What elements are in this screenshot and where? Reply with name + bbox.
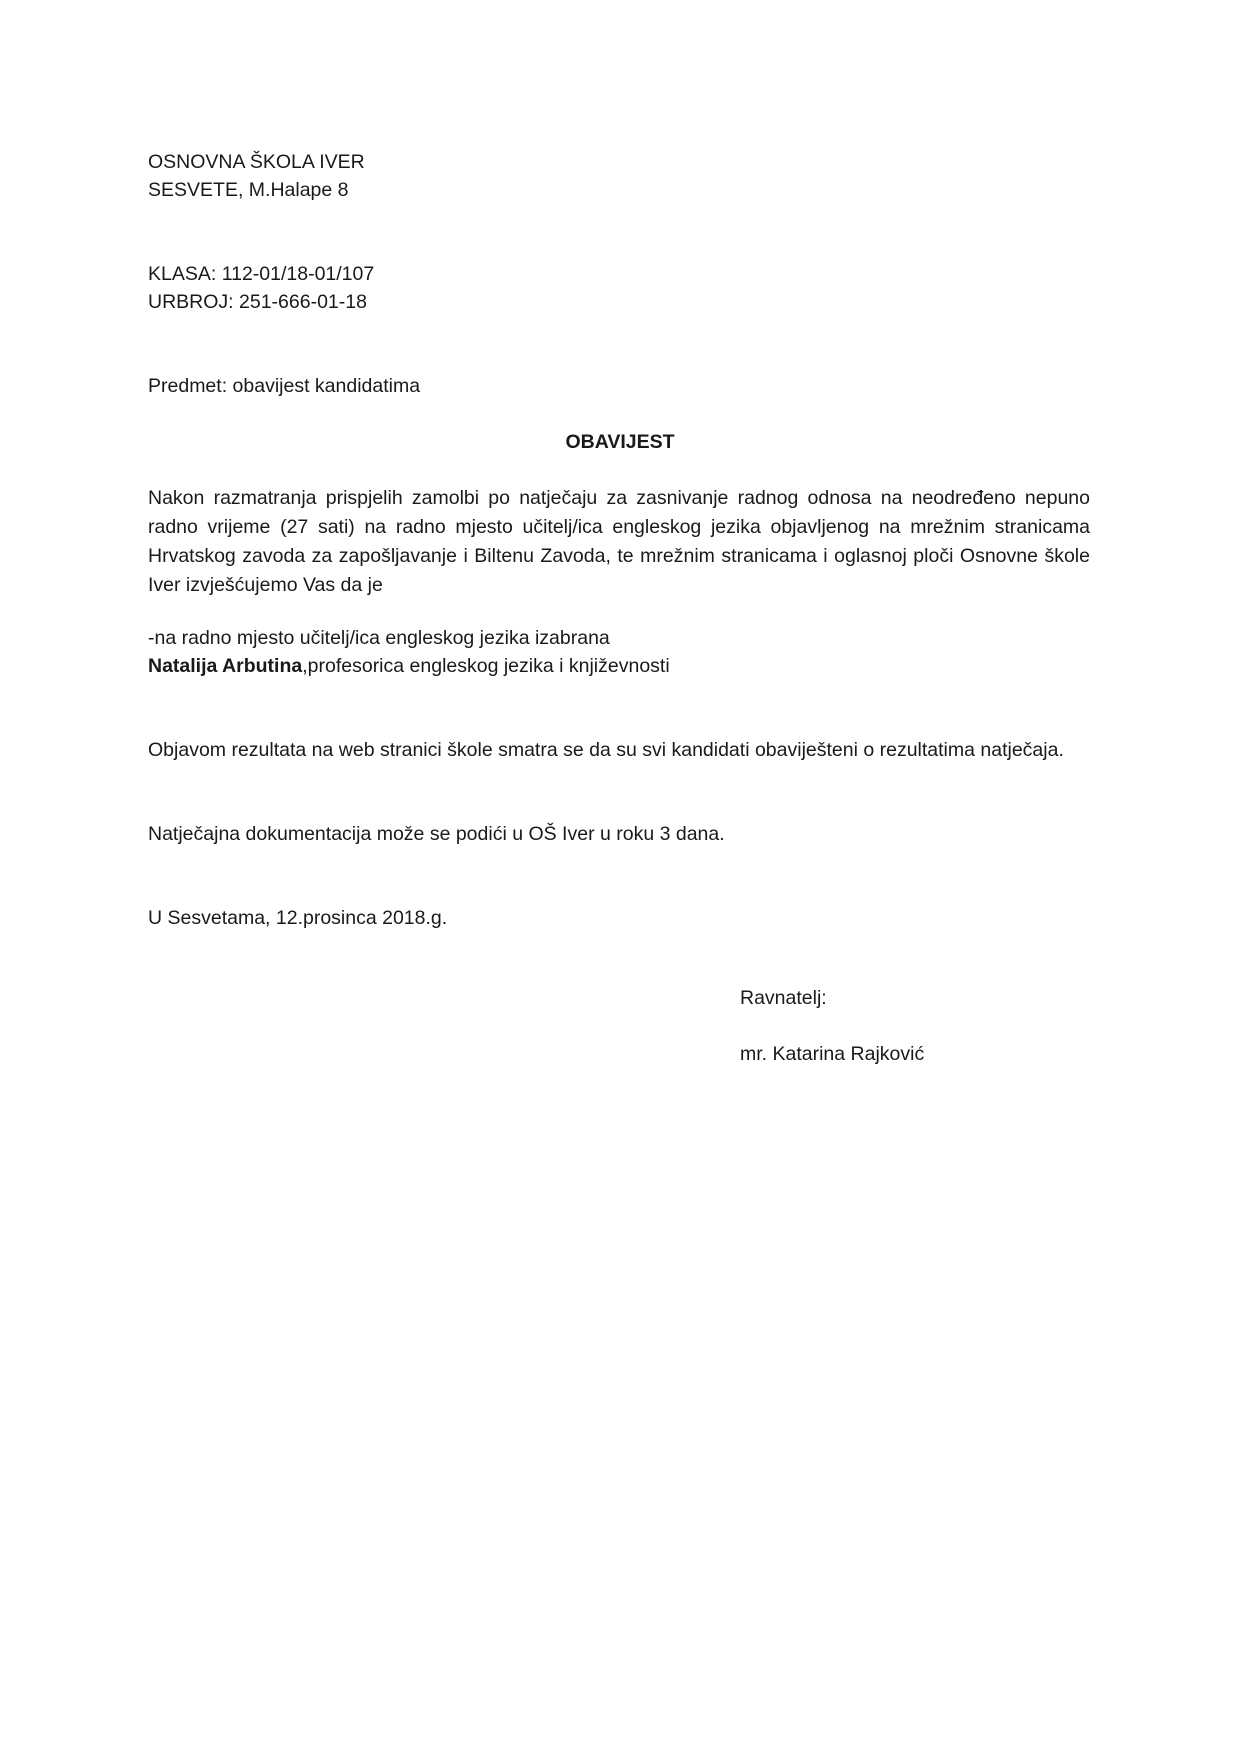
- document-title: OBAVIJEST: [565, 431, 675, 453]
- signature-name: mr. Katarina Rajković: [740, 1043, 925, 1065]
- documentation-line: Natječajna dokumentacija može se podići u OŠ Iver u roku 3 dana.: [148, 823, 725, 845]
- urbroj-reference: URBROJ: 251-666-01-18: [148, 291, 367, 313]
- signature-role: Ravnatelj:: [740, 987, 827, 1009]
- school-address: SESVETE, M.Halape 8: [148, 179, 349, 201]
- selected-candidate-name: Natalija Arbutina: [148, 655, 303, 677]
- intro-text: Nakon razmatranja prispjelih zamolbi po natječaju za zasnivanje radnog odnosa na neodređeno nepuno radno vrijeme (27 sati) na radno mjesto učitelj/ica engleskog jezika objavljenog na mrežnim stranicama Hrvatskog zavoda za zapošljavanje i Biltenu Zavoda, te mrežnim stranicama i oglasnoj ploči Osnovne škole Iver izvješćujemo Vas da je: [148, 487, 1090, 596]
- selected-candidate-title: ,profesorica engleskog jezika i književnosti: [302, 655, 670, 677]
- klasa-reference: KLASA: 112-01/18-01/107: [148, 263, 375, 285]
- intro-paragraph: [148, 484, 1090, 600]
- notice-text: Objavom rezultata na web stranici škole smatra se da su svi kandidati obaviješteni o rezultatima natječaja.: [148, 739, 1064, 761]
- selected-candidate: [148, 652, 670, 681]
- place-date: U Sesvetama, 12.prosinca 2018.g.: [148, 907, 448, 929]
- subject-line: Predmet: obavijest kandidatima: [148, 375, 421, 397]
- selection-line: -na radno mjesto učitelj/ica engleskog jezika izabrana: [148, 627, 610, 649]
- school-name: OSNOVNA ŠKOLA IVER: [148, 151, 365, 173]
- notice-paragraph: [148, 736, 1068, 765]
